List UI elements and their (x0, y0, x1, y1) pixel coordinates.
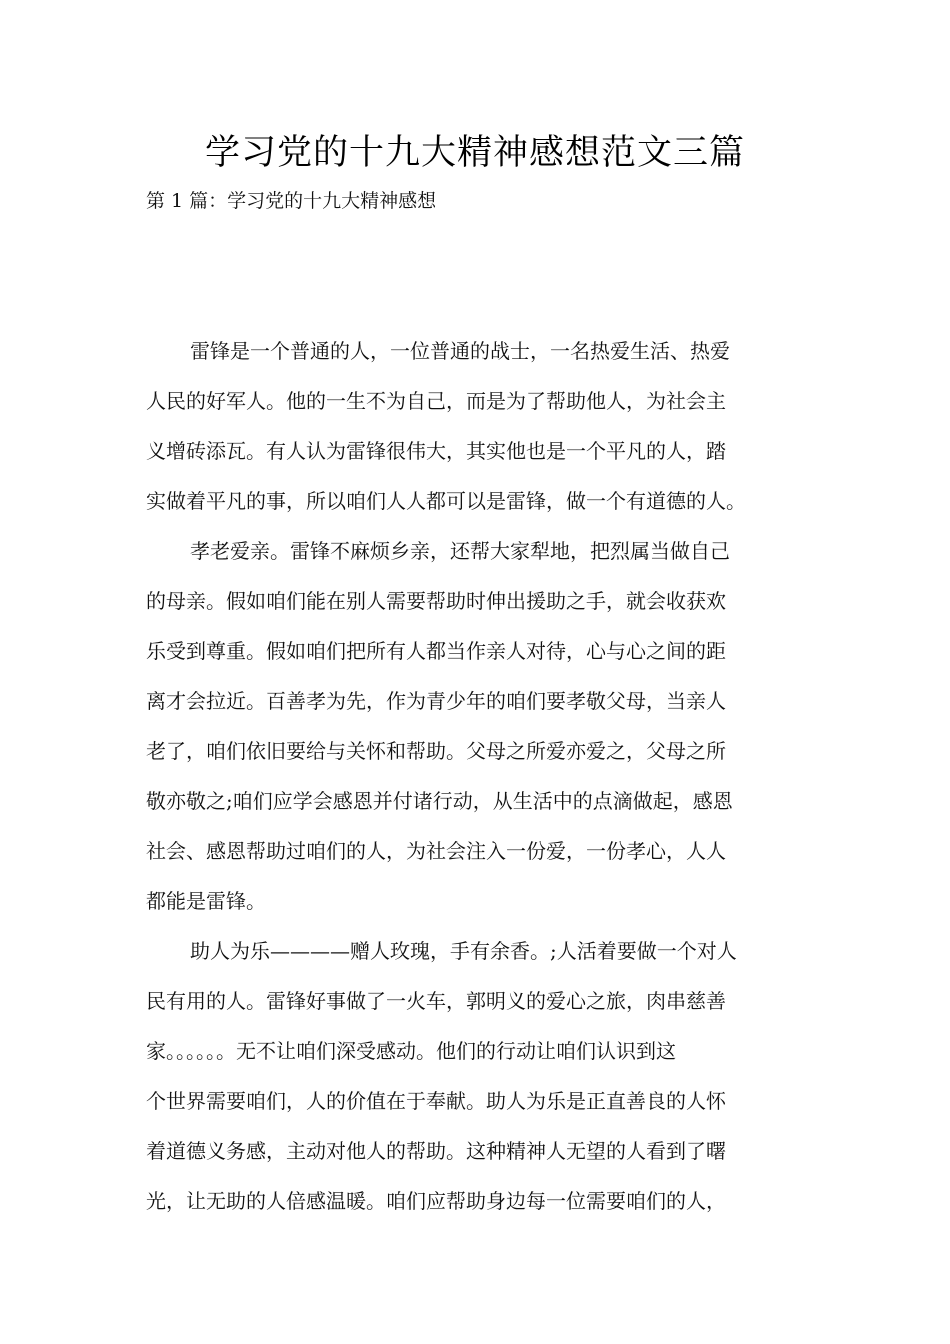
paragraph-line: 助人为乐————赠人玫瑰，手有余香。;人活着要做一个对人 (190, 939, 737, 963)
paragraph-line: 实做着平凡的事，所以咱们人人都可以是雷锋，做一个有道德的人。 (146, 489, 746, 513)
paragraph-line: 孝老爱亲。雷锋不麻烦乡亲，还帮大家犁地，把烈属当做自己 (190, 539, 730, 563)
document-title: 学习党的十九大精神感想范文三篇 (204, 133, 745, 173)
paragraph-3 (146, 926, 806, 1226)
paragraph-line: 乐受到尊重。假如咱们把所有人都当作亲人对待，心与心之间的距 (146, 639, 726, 663)
paragraph-line: 社会、感恩帮助过咱们的人，为社会注入一份爱，一份孝心，人人 (146, 839, 726, 863)
paragraph-line: 人民的好军人。他的一生不为自己，而是为了帮助他人，为社会主 (146, 389, 726, 413)
paragraph-1 (146, 326, 806, 526)
paragraph-line: 雷锋是一个普通的人，一位普通的战士，一名热爱生活、热爱 (190, 339, 730, 363)
paragraph-line: 的母亲。假如咱们能在别人需要帮助时伸出援助之手，就会收获欢 (146, 589, 726, 613)
paragraph-line: 义增砖添瓦。有人认为雷锋很伟大，其实他也是一个平凡的人，踏 (146, 439, 726, 463)
paragraph-line: 家。。。。。。无不让咱们深受感动。他们的行动让咱们认识到这 (146, 1039, 676, 1063)
document-body (146, 326, 806, 1226)
paragraph-line: 光，让无助的人倍感温暖。咱们应帮助身边每一位需要咱们的人， (146, 1189, 726, 1213)
paragraph-line: 个世界需要咱们，人的价值在于奉献。助人为乐是正直善良的人怀 (146, 1089, 726, 1113)
paragraph-line: 都能是雷锋。 (146, 889, 266, 913)
paragraph-line: 民有用的人。雷锋好事做了一火车，郭明义的爱心之旅，肉串慈善 (146, 989, 726, 1013)
paragraph-2 (146, 526, 806, 926)
paragraph-line: 敬亦敬之;咱们应学会感恩并付诸行动，从生活中的点滴做起，感恩 (146, 789, 733, 813)
paragraph-line: 老了，咱们依旧要给与关怀和帮助。父母之所爱亦爱之，父母之所 (146, 739, 726, 763)
section-title: 第 1 篇：学习党的十九大精神感想 (146, 190, 437, 212)
paragraph-line: 着道德义务感，主动对他人的帮助。这种精神人无望的人看到了曙 (146, 1139, 726, 1163)
paragraph-line: 离才会拉近。百善孝为先，作为青少年的咱们要孝敬父母，当亲人 (146, 689, 726, 713)
